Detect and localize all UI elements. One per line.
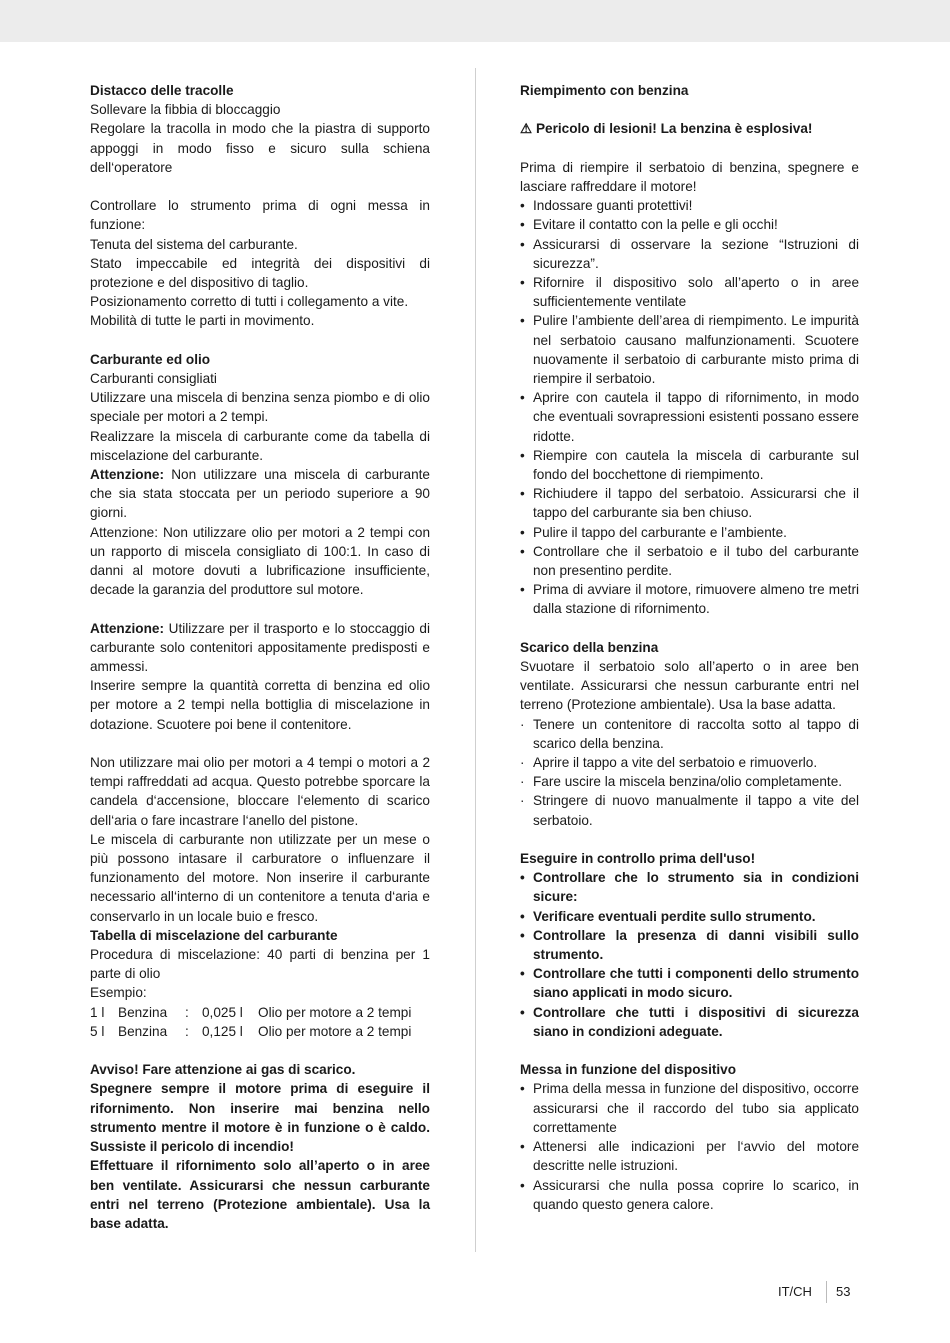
mix-row xyxy=(90,1022,430,1041)
header-band xyxy=(0,0,950,42)
list-item: • Verificare eventuali perdite sullo strumento. xyxy=(520,907,859,926)
list-item: • Controllare che tutti i componenti dello strumento siano applicati in modo sicuro. xyxy=(520,966,859,1001)
list-item: • Rifornire il dispositivo solo all’aperto o in aree sufficientemente ventilate xyxy=(520,275,859,310)
section-title-startup: Messa in funzione del dispositivo xyxy=(520,1062,737,1078)
list-item: • Pulire l’ambiente dell’area di riempimento. Le impurità nel serbatoio causano malfunzionamenti. Scuotere nuovamente il serbatoio di carburante misto prima di riempire il serbatoio. xyxy=(520,313,859,387)
left-column xyxy=(90,81,430,1233)
paragraph: Non utilizzare mai olio per motori a 4 tempi o motori a 2 tempi raffreddati ad acqua. Questo potrebbe sporcare la candela d‘accensione, bloccare l‘elemento di scarico dell‘aria o fare incastrare l‘anello del pistone. xyxy=(90,755,430,828)
bullet: • xyxy=(520,966,525,982)
bullet: · xyxy=(520,755,525,771)
startup-list xyxy=(520,1079,859,1213)
danger-warning: ⚠ Pericolo di lesioni! La benzina è esplosiva! xyxy=(520,121,813,137)
paragraph: Carburanti consigliati xyxy=(90,371,217,387)
paragraph: Utilizzare una miscela di benzina senza piombo e di olio speciale per motori a 2 tempi. xyxy=(90,390,430,425)
list-item: · Tenere un contenitore di raccolta sotto al tappo di scarico della benzina. xyxy=(520,716,859,751)
section-title-fuel: Carburante ed olio xyxy=(90,351,211,367)
attention-label: Attenzione: xyxy=(90,467,165,483)
attention-paragraph xyxy=(90,619,430,677)
footer-language: IT/CH xyxy=(778,1284,812,1299)
attention-text: Non utilizzare una miscela di carburante che sia stata stoccata per un periodo superiore a 90 giorni. xyxy=(90,467,430,521)
bullet: · xyxy=(520,716,525,732)
section-title-mix-table: Tabella di miscelazione del carburante xyxy=(90,927,338,943)
list-item: • Controllare la presenza di danni visibili sullo strumento. xyxy=(520,927,859,963)
paragraph: Tenuta del sistema del carburante. xyxy=(90,236,298,252)
list-item: • Richiudere il tappo del serbatoio. Assicurarsi che il tappo del carburante sia ben chiuso. xyxy=(520,486,859,521)
mix-sep: : xyxy=(185,1004,189,1020)
paragraph: Svuotare il serbatoio solo all’aperto o in aree ben ventilate. Assicurarsi che nessun carburante entri nel terreno (Protezione ambientale). Usa la base adatta. xyxy=(520,659,859,713)
list-item: • Prima della messa in funzione del dispositivo, occorre assicurarsi che il raccordo del tubo sia applicato correttamente xyxy=(520,1081,859,1135)
paragraph: Realizzare la miscela di carburante come da tabella di miscelazione del carburante. xyxy=(90,428,430,463)
bullet: · xyxy=(520,774,525,790)
section-title-refuel: Riempimento con benzina xyxy=(520,83,689,98)
list-item: • Controllare che il serbatoio e il tubo del carburante non presentino perdite. xyxy=(520,543,859,579)
bullet: • xyxy=(520,313,525,329)
column-divider xyxy=(475,68,476,1252)
page-number: 53 xyxy=(836,1284,851,1299)
list-item: · Stringere di nuovo manualmente il tappo a vite del serbatoio. xyxy=(520,793,859,828)
bullet: • xyxy=(520,1081,525,1097)
mix-oil: Olio per motore a 2 tempi xyxy=(258,1004,412,1020)
paragraph: Stato impeccabile ed integrità dei dispositivi di protezione e del dispositivo di taglio. xyxy=(90,255,430,291)
list-item: • Assicurarsi di osservare la sezione “Istruzioni di sicurezza”. xyxy=(520,236,859,271)
paragraph: Regolare la tracolla in modo che la piastra di supporto appoggi in modo fisso e sicuro sulla schiena dell‘operatore xyxy=(90,121,430,175)
bullet: • xyxy=(520,1139,525,1155)
bullet: • xyxy=(520,870,525,886)
mix-row xyxy=(90,1003,430,1022)
list-item: • Assicurarsi che nulla possa coprire lo scarico, in quando questo genera calore. xyxy=(520,1177,859,1212)
paragraph: Inserire sempre la quantità corretta di benzina ed olio per motore a 2 tempi nella bottiglia di miscelazione in dotazione. Scuotere poi bene il contenitore. xyxy=(90,678,430,732)
bullet: • xyxy=(520,908,525,924)
list-item: • Attenersi alle indicazioni per l‘avvio del motore descritte nelle istruzioni. xyxy=(520,1139,859,1174)
mix-fuel: Benzina xyxy=(118,1023,168,1039)
bullet: • xyxy=(520,275,525,290)
list-item: • Prima di avviare il motore, rimuovere almeno tre metri dalla stazione di rifornimento. xyxy=(520,582,859,617)
list-item: • Controllare che tutti i dispositivi di sicurezza siano in condizioni adeguate. xyxy=(520,1004,859,1039)
bullet: • xyxy=(520,217,525,233)
bullet: • xyxy=(520,486,525,502)
mix-oil-qty: 0,025 l xyxy=(202,1004,243,1020)
bullet: • xyxy=(520,543,525,559)
list-item: • Controllare che lo strumento sia in condizioni sicure: xyxy=(520,870,859,905)
list-item: • Aprire con cautela il tappo di rifornimento, in modo che eventuali sovrapressioni esistenti possano essere ridotte. xyxy=(520,390,859,444)
exhaust-warning: Avviso! Fare attenzione ai gas di scarico. Spegnere sempre il motore prima di eseguire il rifornimento. Non inserire mai benzina nello strumento mentre il motore è in funzione o è caldo. Sussiste il pericolo di incendio! Effettuare il rifornimento solo all’aperto o in aree ben ventilate. Assicurarsi che nessun carburante entri nel terreno (Protezione ambientale). Usa la base adatta. xyxy=(90,1062,430,1231)
section-title-drain: Scarico della benzina xyxy=(520,639,659,655)
list-item: • Pulire il tappo del carburante e l’ambiente. xyxy=(520,523,859,542)
section-title-precheck: Eseguire in controllo prima dell'uso! xyxy=(520,851,756,867)
mix-qty: 5 l xyxy=(90,1023,105,1039)
paragraph: Le miscela di carburante non utilizzate per un mese o più possono intasare il carburatore o influenzare il funzionamento del motore. Non inserire il carburante necessario all‘interno di un contenitore a tenuta d‘aria e conservarlo in un locale buio e fresco. xyxy=(90,831,430,924)
list-item: • Riempire con cautela la miscela di carburante sul fondo del bocchettone di riempimento. xyxy=(520,447,859,483)
mix-oil-qty: 0,125 l xyxy=(202,1023,243,1039)
right-column xyxy=(520,81,859,1214)
bullet: • xyxy=(520,524,525,540)
bullet: • xyxy=(520,390,525,406)
paragraph: Posizionamento corretto di tutti i collegamento a vite. xyxy=(90,294,409,310)
footer-divider xyxy=(826,1281,827,1303)
mix-sep: : xyxy=(185,1023,189,1039)
mix-qty: 1 l xyxy=(90,1004,105,1020)
mix-oil: Olio per motore a 2 tempi xyxy=(258,1023,412,1039)
bullet: • xyxy=(520,927,525,943)
section-title-strap: Distacco delle tracolle xyxy=(90,83,234,98)
bullet: • xyxy=(520,198,525,214)
list-item: · Fare uscire la miscela benzina/olio completamente. xyxy=(520,772,859,791)
drain-list xyxy=(520,715,859,830)
paragraph: Controllare lo strumento prima di ogni messa in funzione: xyxy=(90,198,430,233)
bullet: • xyxy=(520,1004,525,1020)
attention-paragraph xyxy=(90,465,430,523)
precheck-list xyxy=(520,868,859,1041)
paragraph: Procedura di miscelazione: 40 parti di benzina per 1 parte di olio xyxy=(90,947,430,982)
bullet: • xyxy=(520,236,525,252)
refuel-list xyxy=(520,196,859,618)
bullet: • xyxy=(520,582,525,598)
attention-text: Utilizzare per il trasporto e lo stoccaggio di carburante solo contenitori appositamente predisposti e ammessi. xyxy=(90,620,430,675)
list-item: · Aprire il tappo a vite del serbatoio e rimuoverlo. xyxy=(520,753,859,772)
paragraph: Attenzione: Non utilizzare olio per motori a 2 tempi con un rapporto di miscela consigliato di 100:1. In caso di danni al motore dovuti a lubrificazione insufficiente, decade la garanzia del produttore sul motore. xyxy=(90,524,430,598)
bullet: · xyxy=(520,793,525,809)
attention-label: Attenzione: xyxy=(90,620,165,636)
bullet: • xyxy=(520,1177,525,1193)
list-item: • Indossare guanti protettivi! xyxy=(520,196,859,215)
paragraph: Sollevare la fibbia di bloccaggio xyxy=(90,102,281,118)
paragraph: Esempio: xyxy=(90,985,147,1001)
list-item: • Evitare il contatto con la pelle e gli occhi! xyxy=(520,215,859,234)
paragraph: Mobilità di tutte le parti in movimento. xyxy=(90,313,315,329)
paragraph: Prima di riempire il serbatoio di benzina, spegnere e lasciare raffreddare il motore! xyxy=(520,159,859,194)
mix-fuel: Benzina xyxy=(118,1004,168,1020)
bullet: • xyxy=(520,447,525,463)
